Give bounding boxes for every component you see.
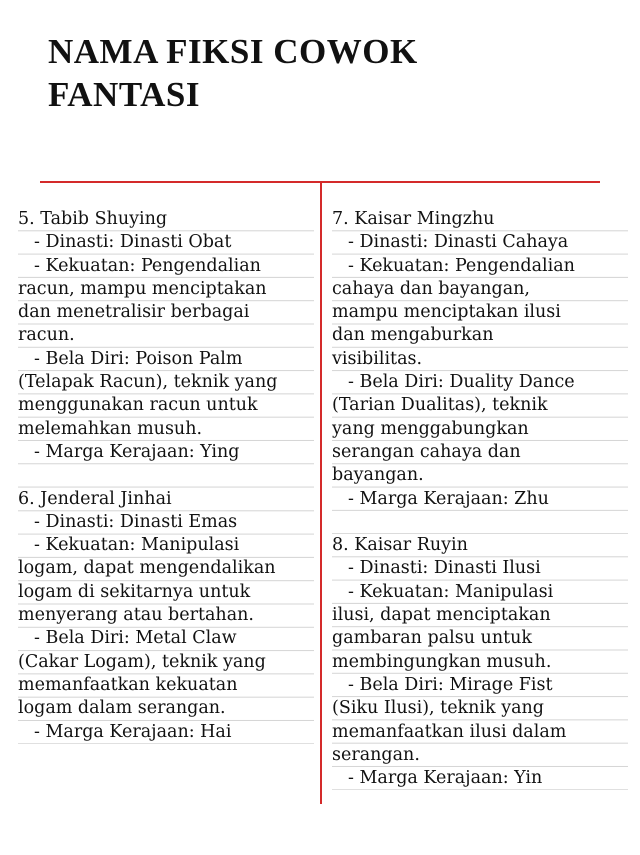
entry-bela-diri-line: (Siku Ilusi), teknik yang <box>332 698 544 719</box>
entry-dinasti: - Dinasti: Dinasti Cahaya <box>348 232 569 253</box>
entry-bela-diri-line: memanfaatkan kekuatan <box>18 674 238 695</box>
entry-bela-diri-line: (Cakar Logam), teknik yang <box>18 651 266 672</box>
entry-name: 8. Kaisar Ruyin <box>332 535 468 556</box>
entry-kekuatan-line: dan mengaburkan <box>332 325 494 346</box>
entry-marga: - Marga Kerajaan: Ying <box>34 441 240 462</box>
entry-bela-diri: - Bela Diri: Poison Palm <box>34 348 243 369</box>
entry-kekuatan-line: membingungkan musuh. <box>332 651 552 672</box>
entry-kekuatan-line: racun. <box>18 325 75 346</box>
entry-bela-diri-line: yang menggabungkan <box>332 418 529 439</box>
page-title-line-2: FANTASI <box>48 75 200 114</box>
entry-kekuatan: - Kekuatan: Pengendalian <box>34 255 261 276</box>
entry-name: 5. Tabib Shuying <box>18 209 168 229</box>
entry-dinasti: - Dinasti: Dinasti Emas <box>34 511 238 532</box>
entry-bela-diri-line: serangan cahaya dan <box>332 441 521 462</box>
entry-kekuatan-line: logam, dapat mengendalikan <box>18 558 276 579</box>
entry-kekuatan-line: mampu menciptakan ilusi <box>332 302 561 323</box>
entry-bela-diri-line: (Telapak Racun), teknik yang <box>18 372 278 393</box>
entry-spacer <box>332 511 628 534</box>
entry-kekuatan-line: dan menetralisir berbagai <box>18 302 250 323</box>
entry-marga: - Marga Kerajaan: Hai <box>34 721 232 742</box>
entry-dinasti: - Dinasti: Dinasti Obat <box>34 232 232 253</box>
entry-kekuatan: - Kekuatan: Pengendalian <box>348 255 575 276</box>
entry-name: 7. Kaisar Mingzhu <box>332 209 495 229</box>
entry-marga: - Marga Kerajaan: Zhu <box>348 488 549 509</box>
entry-bela-diri-line: (Tarian Dualitas), teknik <box>332 395 548 416</box>
entry-kekuatan-line: visibilitas. <box>332 348 423 369</box>
entry-bela-diri-line: bayangan. <box>332 465 424 486</box>
entry-kekuatan-line: ilusi, dapat menciptakan <box>332 605 551 626</box>
page-title-line-1: NAMA FIKSI COWOK <box>48 32 418 71</box>
entry-kaisar-ruyin <box>332 534 628 790</box>
entry-bela-diri-line: serangan. <box>332 744 420 765</box>
entry-kekuatan-line: racun, mampu menciptakan <box>18 278 267 299</box>
entry-spacer <box>18 464 314 487</box>
entry-kaisar-mingzhu <box>332 208 628 534</box>
entry-bela-diri-line: memanfaatkan ilusi dalam <box>332 721 567 742</box>
entry-jenderal-jinhai <box>18 488 314 744</box>
entry-kekuatan: - Kekuatan: Manipulasi <box>348 581 554 602</box>
entry-kekuatan-line: cahaya dan bayangan, <box>332 278 530 299</box>
left-column <box>18 208 314 744</box>
entry-bela-diri: - Bela Diri: Mirage Fist <box>348 674 553 695</box>
entry-dinasti: - Dinasti: Dinasti Ilusi <box>348 558 541 579</box>
entry-kekuatan-line: logam di sekitarnya untuk <box>18 581 251 602</box>
entry-kekuatan-line: menyerang atau bertahan. <box>18 605 254 626</box>
vertical-divider <box>320 182 322 804</box>
entry-bela-diri-line: melemahkan musuh. <box>18 418 203 439</box>
entry-tabib-shuying <box>18 208 314 488</box>
page-title <box>48 30 418 116</box>
entry-bela-diri: - Bela Diri: Metal Claw <box>34 628 237 649</box>
entry-bela-diri-line: logam dalam serangan. <box>18 698 226 719</box>
right-column <box>332 208 628 790</box>
entry-bela-diri: - Bela Diri: Duality Dance <box>348 372 575 393</box>
entry-kekuatan-line: gambaran palsu untuk <box>332 628 532 649</box>
entry-marga: - Marga Kerajaan: Yin <box>348 768 543 789</box>
entry-kekuatan: - Kekuatan: Manipulasi <box>34 535 240 556</box>
entry-name: 6. Jenderal Jinhai <box>18 488 172 509</box>
entry-bela-diri-line: menggunakan racun untuk <box>18 395 258 416</box>
